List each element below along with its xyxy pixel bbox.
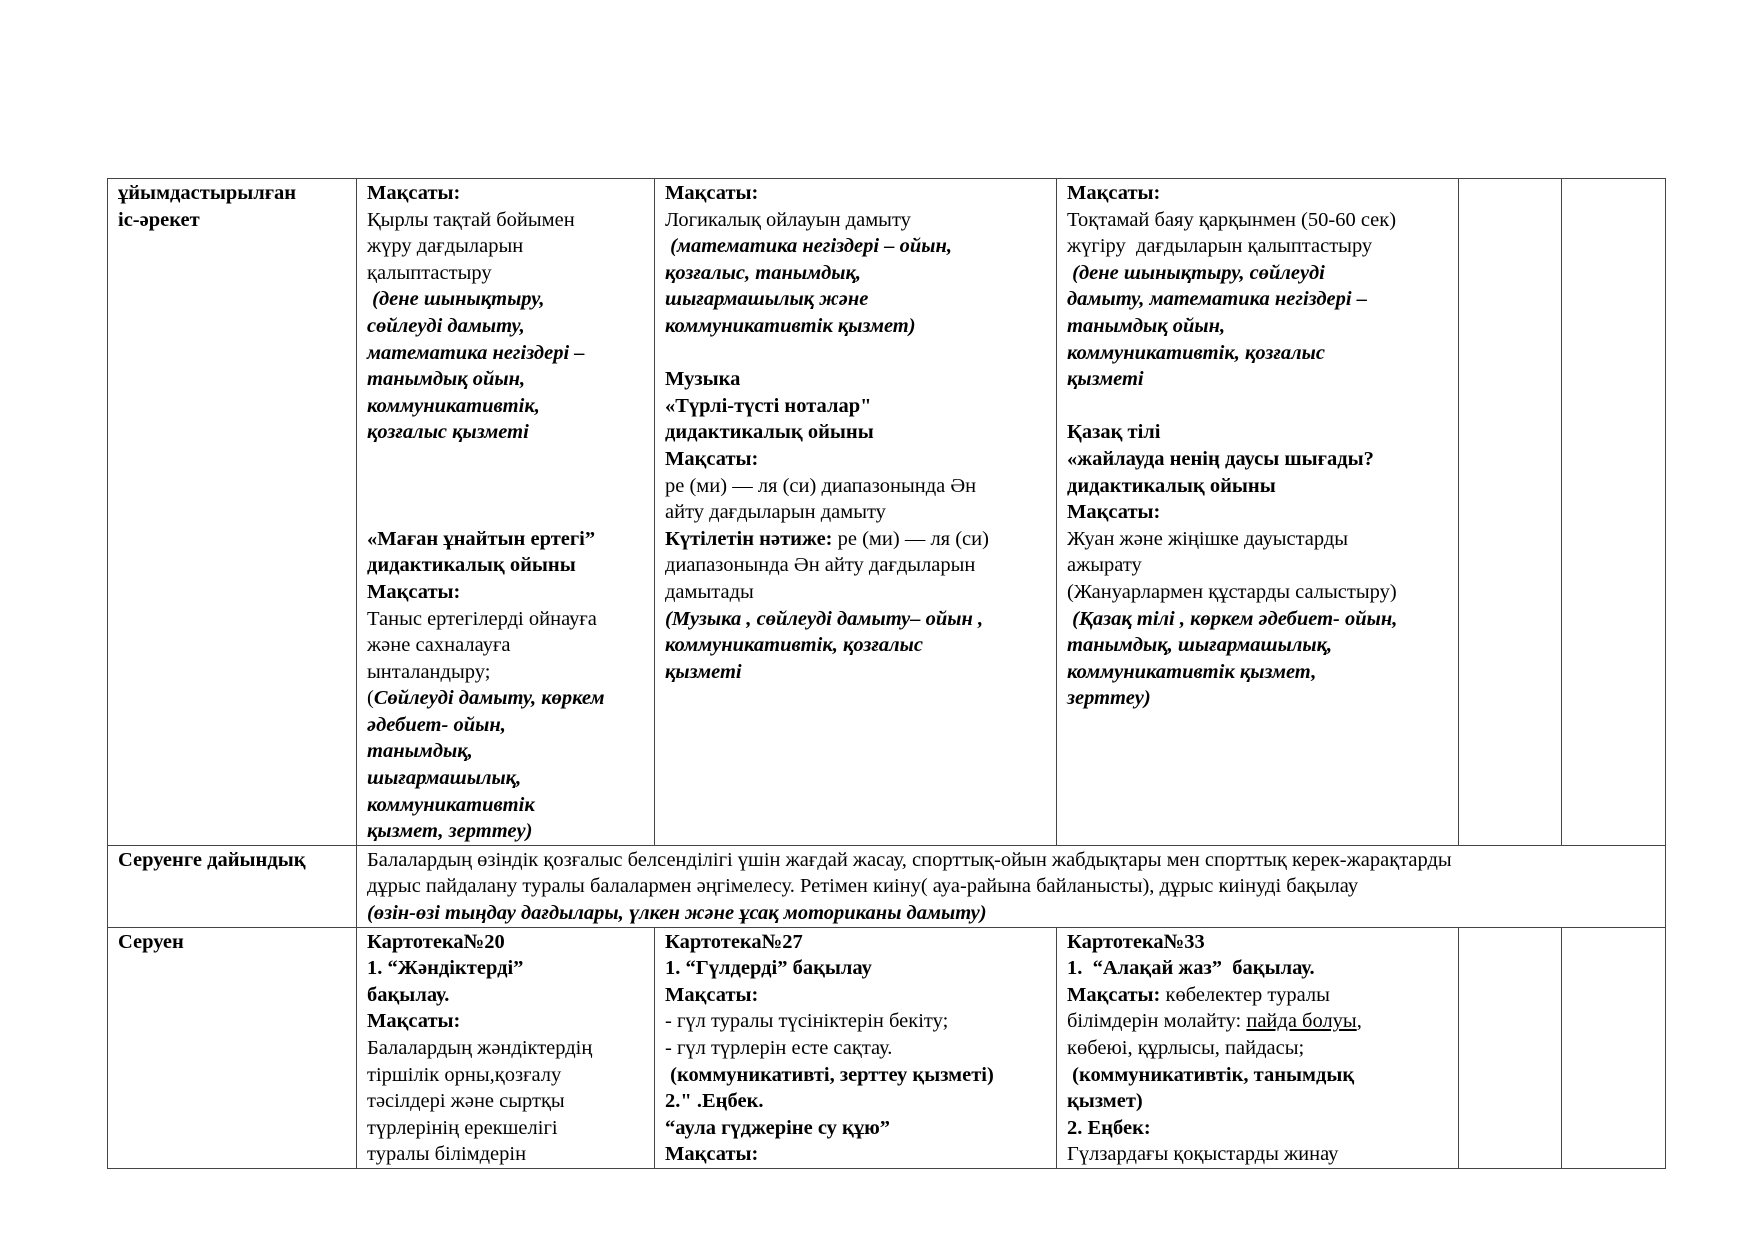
text-line: бақылау. (367, 983, 450, 1006)
subject-title: Музыка (665, 368, 741, 391)
text-line: тәсілдері және сыртқы (367, 1090, 565, 1113)
empty-cell (1562, 927, 1666, 1168)
text-line: коммуникативтік қызмет) (665, 314, 916, 337)
card-number: Картотека№27 (665, 930, 803, 953)
text-line: коммуникативтік, қозғалыс (665, 634, 923, 657)
text-line: Гүлзардағы қоқыстарды жинау (1067, 1143, 1339, 1166)
text-segment: , (1356, 1010, 1362, 1033)
text-line: түрлерінің ерекшелігі (367, 1116, 558, 1139)
spacer (1067, 393, 1448, 420)
text-line: (дене шынықтыру, сөйлеуді (1067, 261, 1325, 284)
text-line: жүгіру дағдыларын қалыптастыру (1067, 235, 1373, 258)
text-line: 2." .Еңбек. (665, 1090, 764, 1113)
walk-cell-3 (1057, 927, 1459, 1168)
text-line: танымдық, шығармашылық, (1067, 634, 1333, 657)
text-line (1067, 1008, 1448, 1035)
activity-cell-1 (357, 179, 655, 846)
row-label: ұйымдастырылған (118, 182, 297, 204)
text-line: қозғалыс, танымдық, (665, 261, 862, 284)
text-line: ажырату (1067, 554, 1142, 577)
goal-heading: Мақсаты: (665, 1143, 759, 1166)
row-label-cell (108, 845, 357, 927)
goal-heading: Мақсаты: (665, 182, 759, 204)
text-line: көбеюі, құрлысы, пайдасы; (1067, 1037, 1305, 1059)
spacer (367, 473, 644, 500)
text-line: туралы білімдерін (367, 1143, 527, 1166)
table-row-walk (108, 927, 1666, 1168)
text-line: 1. “Жәндіктерді” (367, 957, 524, 980)
goal-heading: Мақсаты: (1067, 182, 1161, 204)
text-line: тіршілік орны,қозғалу (367, 1063, 562, 1086)
expected-result-label: Күтілетін нәтиже: (665, 527, 833, 550)
text-line: сөйлеуді дамыту, (367, 314, 525, 337)
walk-preparation-cell (357, 845, 1666, 927)
spacer (665, 340, 1046, 367)
text-line: жүру дағдыларын (367, 235, 524, 258)
walk-cell-1 (357, 927, 655, 1168)
text-line: дидактикалық ойыны (1067, 474, 1276, 497)
row-label: іс-әрекет (118, 208, 200, 231)
text-line: коммуникативтік, (367, 394, 540, 417)
text-segment: ре (ми) — ля (си) (832, 527, 989, 550)
game-title: «Маған ұнайтын ертегі” (367, 527, 596, 550)
text-line: - гүл түрлерін есте сақтау. (665, 1037, 893, 1059)
text-line: “аула гүджеріне су құю” (665, 1116, 891, 1139)
activity-cell-2 (655, 179, 1057, 846)
subject-title: Қазақ тілі (1067, 421, 1161, 444)
text-line: коммуникативтік қызмет, (1067, 660, 1317, 683)
text-line: (коммуникативтік, танымдық (1067, 1063, 1355, 1086)
text-line: коммуникативтік, қозғалыс (1067, 341, 1325, 364)
row-label-cell (108, 179, 357, 846)
empty-cell (1459, 179, 1562, 846)
empty-cell (1562, 179, 1666, 846)
daily-plan-table (107, 178, 1666, 1169)
game-title: «жайлауда ненің даусы шығады? (1067, 447, 1374, 470)
text-line (665, 526, 1046, 553)
text-line: - гүл туралы түсініктерін бекіту; (665, 1010, 949, 1033)
text-line: (Қазақ тілі , көркем әдебиет- ойын, (1067, 607, 1398, 630)
text-line: және сахналауға (367, 634, 511, 657)
row-label-cell (108, 927, 357, 1168)
goal-heading: Мақсаты: (1067, 983, 1161, 1006)
text-line: (математика негіздері – ойын, (665, 235, 952, 258)
row-label: Серуен (118, 930, 184, 953)
walk-cell-2 (655, 927, 1057, 1168)
goal-heading: Мақсаты: (1067, 501, 1161, 524)
text-line: (өзін-өзі тыңдау дағдылары, үлкен және ұсақ моториканы дамыту) (367, 902, 987, 925)
text-line: Тоқтамай баяу қарқынмен (50-60 сек) (1067, 208, 1397, 231)
text-line: қалыптастыру (367, 261, 492, 284)
row-label: Серуенге дайындық (118, 848, 306, 871)
text-line: Балалардың жәндіктердің (367, 1037, 593, 1059)
text-segment: Сөйлеуді дамыту, көркем (373, 687, 605, 710)
text-line: Таныс ертегілерді ойнауға (367, 607, 597, 630)
text-line: (коммуникативті, зерттеу қызметі) (665, 1063, 994, 1086)
text-line: дидактикалық ойыны (367, 554, 576, 577)
goal-heading: Мақсаты: (367, 580, 461, 603)
text-line: дидактикалық ойыны (665, 421, 874, 444)
goal-heading: Мақсаты: (665, 983, 759, 1006)
text-line: қызметі (1067, 368, 1144, 391)
table-row-organized-activity (108, 179, 1666, 846)
text-line (367, 685, 644, 712)
text-line: әдебиет- ойын, (367, 713, 506, 736)
text-line: қызмет) (1067, 1090, 1143, 1113)
text-line: Логикалық ойлауын дамыту (665, 208, 911, 231)
text-line: дұрыс пайдалану туралы балалармен әңгімелесу. Ретімен киіну( ауа-райына байланысты), дұрыс киінуді бақылау (367, 875, 1359, 898)
text-line: ынталандыру; (367, 660, 491, 683)
table-row-walk-preparation (108, 845, 1666, 927)
text-line: дамытады (665, 580, 754, 603)
text-line: 1. “Гүлдерді” бақылау (665, 957, 872, 980)
text-line: шығармашылық, (367, 767, 522, 790)
text-line: айту дағдыларын дамыту (665, 501, 886, 524)
text-line (1067, 982, 1448, 1009)
text-line: ре (ми) — ля (си) диапазонында Ән (665, 474, 977, 497)
goal-heading: Мақсаты: (367, 1010, 461, 1033)
text-line: қызмет, зерттеу) (367, 820, 533, 843)
text-line: Балалардың өзіндік қозғалыс белсенділігі үшін жағдай жасау, спорттық-ойын жабдықтары мен спорттық керек-жарақтарды (367, 848, 1452, 871)
text-line: танымдық ойын, (367, 368, 526, 391)
text-line: коммуникативтік (367, 793, 535, 816)
card-number: Картотека№33 (1067, 930, 1205, 953)
text-line: Қырлы тақтай бойымен (367, 208, 575, 231)
text-line: танымдық, (367, 740, 473, 763)
text-line: танымдық ойын, (1067, 314, 1226, 337)
text-line: қозғалыс қызметі (367, 421, 529, 444)
underlined-text: пайда болуы (1246, 1010, 1357, 1033)
game-title: «Түрлі-түсті ноталар" (665, 394, 872, 417)
text-line: математика негіздері – (367, 341, 585, 364)
text-line: қызметі (665, 660, 742, 683)
goal-heading: Мақсаты: (665, 447, 759, 470)
paren: ( (367, 687, 374, 710)
text-line: (Жануарлармен құстарды салыстыру) (1067, 580, 1397, 603)
text-line: (Музыка , сөйлеуді дамыту– ойын , (665, 607, 984, 630)
text-line: 1. “Алақай жаз” бақылау. (1067, 957, 1315, 980)
empty-cell (1459, 927, 1562, 1168)
text-line: Жуан және жіңішке дауыстарды (1067, 527, 1349, 550)
text-line: зерттеу) (1067, 687, 1151, 710)
goal-heading: Мақсаты: (367, 182, 461, 204)
spacer (367, 446, 644, 473)
text-line: дамыту, математика негіздері – (1067, 288, 1367, 311)
text-line: диапазонында Ән айту дағдыларын (665, 554, 976, 577)
text-line: 2. Еңбек: (1067, 1116, 1151, 1139)
text-line: (дене шынықтыру, (367, 288, 545, 311)
card-number: Картотека№20 (367, 930, 505, 953)
activity-cell-3 (1057, 179, 1459, 846)
text-line: шығармашылық және (665, 288, 869, 311)
spacer (367, 499, 644, 526)
text-segment: білімдерін молайту: (1067, 1010, 1247, 1033)
text-segment: көбелектер туралы (1160, 983, 1330, 1006)
